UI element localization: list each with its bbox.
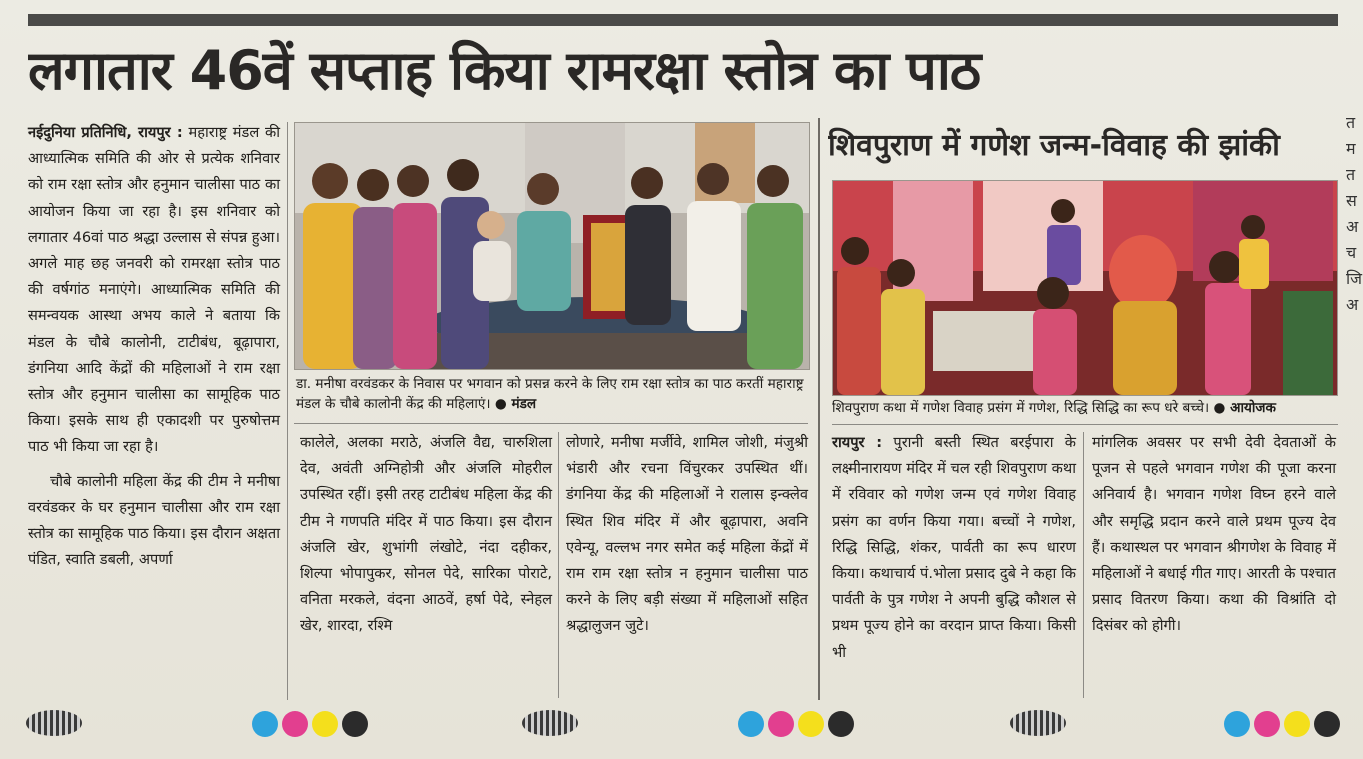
side-photo [832, 180, 1338, 396]
registration-mark [26, 710, 82, 736]
side-story-column-2-text: मांगलिक अवसर पर सभी देवी देवताओं के पूजन से पहले भगवान गणेश की पूजा करना अनिवार्य है। भगवान गणेश विघ्न हरने वाले और समृद्धि प्रदान करने वाले प्रथम पूज्य देव हैं। कथास्थल पर भगवान श्रीगणेश के विवाह में महिलाओं ने बधाई गीत गाए। आरती के पश्चात प्रसाद वितरण किया। कथा की विश्रांति दो दिसंबर को होगी। [1092, 434, 1336, 635]
main-caption-text: डा. मनीषा वरवंडकर के निवास पर भगवान को प्रसन्न करने के लिए राम रक्षा स्तोत्र का पाठ करतीं महाराष्ट्र मंडल के चौबे कालोनी केंद्र की महिलाएं। [296, 376, 804, 412]
main-story-column-3-text: लोणारे, मनीषा मर्जीवे, शामिल जोशी, मंजुश्री भंडारी और रचना विंचुरकर उपस्थित थीं। डंगनिया केंद्र की महिलाओं ने रालास इन्क्लेव स्थित शिव मंदिर में और बूढ़ापारा, अवनि एवेन्यू, वल्लभ नगर समेत कई महिला केंद्रों में राम राम रक्षा स्तोत्र न हनुमान चालीसा पाठ करने के लिए बड़ी संख्या में महिलाओं सहित श्रद्धालुजन जुटे। [566, 434, 808, 635]
main-photo [294, 122, 810, 370]
registration-mark [1010, 710, 1066, 736]
main-story-column-2 [300, 430, 552, 700]
cyan-dot [1224, 711, 1250, 737]
main-headline: लगातार 46वें सप्ताह किया रामरक्षा स्तोत्र का पाठ [28, 39, 981, 102]
side-photo-credit: ● आयोजक [1213, 400, 1276, 416]
cyan-dot [252, 711, 278, 737]
yellow-dot [798, 711, 824, 737]
yellow-dot [1284, 711, 1310, 737]
main-dateline: नईदुनिया प्रतिनिधि, रायपुर : [28, 124, 183, 141]
group-of-women-photo [295, 123, 809, 369]
column-divider [1083, 432, 1084, 698]
main-photo-credit: ● मंडल [494, 396, 537, 412]
main-story-paragraph-2: चौबे कालोनी महिला केंद्र की टीम ने मनीषा वरवंडकर के घर हनुमान चालीसा और राम रक्षा स्तोत्र का सामूहिक पाठ किया। इस दौरान अक्षता पंडित, स्वाति डबली, अपर्णा [28, 472, 280, 569]
side-story-column-1 [832, 430, 1076, 700]
yellow-dot [312, 711, 338, 737]
color-registration-dots [738, 708, 854, 740]
magenta-dot [1254, 711, 1280, 737]
color-registration-dots [1224, 708, 1340, 740]
side-dateline: रायपुर : [832, 434, 883, 451]
side-caption-text: शिवपुराण कथा में गणेश विवाह प्रसंग में गणेश, रिद्धि सिद्धि का रूप धरे बच्चे। [832, 400, 1210, 416]
black-dot [1314, 711, 1340, 737]
side-story-column-2 [1092, 430, 1336, 700]
main-story-column-2-text: कालेले, अलका मराठे, अंजलि वैद्य, चारुशिला देव, अवंती अग्निहोत्री और अंजलि मोहरील उपस्थित रहीं। इसी तरह टाटीबंध महिला केंद्र की टीम ने गणपति मंदिर में पाठ किया। इस दौरान अंजलि खेर, शुभांगी लंखोटे, नंदा दहीकर, शिल्पा भोपापुकर, सोनल पेदे, सारिका पोराटे, वनिता मरकले, वंदना आठवें, हर्षा पेदे, स्नेहल खेर, शारदा, रश्मि [300, 434, 552, 635]
main-photo-caption [296, 374, 808, 418]
registration-mark [522, 710, 578, 736]
side-photo-caption [832, 398, 1338, 420]
main-story-column-3 [566, 430, 808, 700]
top-border-bar [28, 14, 1338, 26]
side-story-column-1-text: पुरानी बस्ती स्थित बरईपारा के लक्ष्मीनारायण मंदिर में चल रही शिवपुराण कथा में रविवार को गणेश जन्म एवं गणेश विवाह प्रसंग का वर्णन किया गया। बच्चों ने गणेश, रिद्धि सिद्धि, शंकर, पार्वती का रूप धारण किया। कथाचार्य पं.भोला प्रसाद दुबे ने कहा कि पार्वती के पुत्र गणेश ने अपनी बुद्धि कौशल से प्रथम पूज्य होने का वरदान प्राप्त किया। किसी भी [832, 434, 1077, 661]
caption-rule [294, 423, 808, 424]
column-divider [558, 432, 559, 698]
main-story-paragraph-1: महाराष्ट्र मंडल की आध्यात्मिक समिति की ओर से प्रत्येक शनिवार को राम रक्षा स्तोत्र और हनुमान चालीसा पाठ का आयोजन किया जा रहा है। इस शनिवार को लगातार 46वां पाठ श्रद्धा उल्लास से संपन्न हुआ। अगले माह छह जनवरी को रामरक्षा स्तोत्र पाठ की वर्षगांठ मनाएंगे। आध्यात्मिक समिति की समन्वयक आस्था अभय काले ने बताया कि मंडल के चौबे कालोनी, टाटीबंध, बूढ़ापारा, डंगनिया आदि केंद्रों की महिलाओं ने राम रक्षा स्तोत्र और हनुमान चालीसा का सामूहिक पाठ किया। इसके साथ ही एकादशी पर पुरुषोत्तम पाठ भी किया जा रहा है। [28, 124, 280, 456]
side-headline: शिवपुराण में गणेश जन्म-विवाह की झांकी [828, 128, 1280, 163]
column-divider [287, 122, 288, 700]
black-dot [342, 711, 368, 737]
adjacent-page-edge-text: त म त स अ च जि अ [1346, 113, 1363, 314]
main-story-column-1 [28, 120, 280, 700]
black-dot [828, 711, 854, 737]
ganesh-wedding-tableau-photo [833, 181, 1337, 395]
magenta-dot [282, 711, 308, 737]
caption-rule [832, 424, 1338, 425]
magenta-dot [768, 711, 794, 737]
cyan-dot [738, 711, 764, 737]
color-registration-dots [252, 708, 368, 740]
story-divider [818, 118, 820, 700]
